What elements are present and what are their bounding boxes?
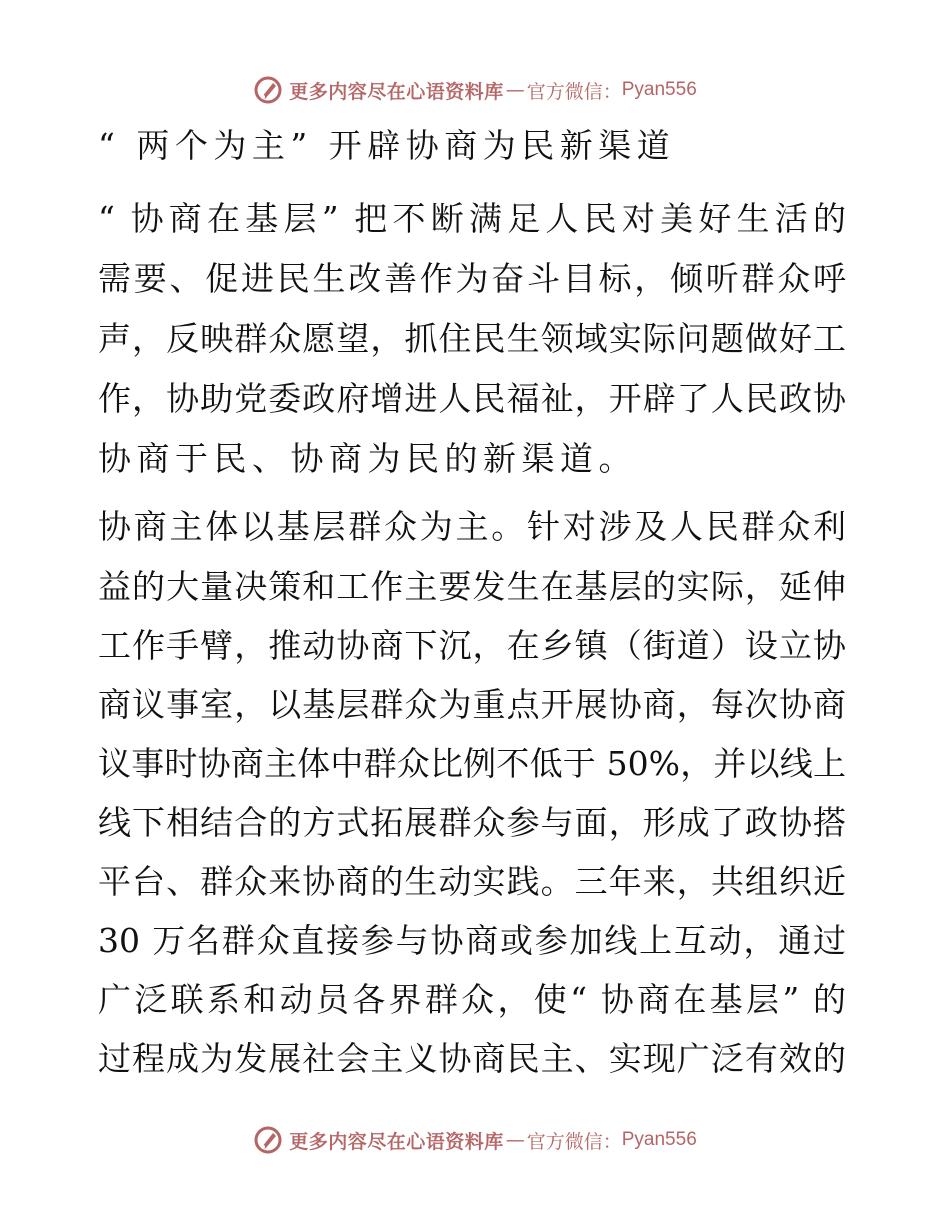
watermark-wechat-id: Pyan556 — [621, 79, 697, 100]
paragraph-line: 议事时协商主体中群众比例不低于 50%，并以线上 — [98, 744, 846, 783]
watermark-label: 官方微信： — [526, 1130, 622, 1153]
watermark-text: 更多内容尽在心语资料库 — [289, 1130, 504, 1153]
pen-logo-icon — [253, 75, 283, 105]
paragraph-line: 益的大量决策和工作主要发生在基层的实际，延伸 — [98, 567, 846, 606]
paragraph-line: 30 万名群众直接参与协商或参加线上互动，通过 — [98, 921, 846, 960]
paragraph-line: 声，反映群众愿望，抓住民生领域实际问题做好工 — [98, 319, 846, 358]
paragraph-line: 商议事室，以基层群众为重点开展协商，每次协商 — [98, 685, 846, 724]
paragraph-line: 协商于民、协商为民的新渠道。 — [98, 439, 637, 478]
watermark-wechat-id: Pyan556 — [621, 1129, 697, 1150]
paragraph-line: “ 协商在基层” 把不断满足人民对美好生活的 — [98, 199, 846, 238]
section-heading: “ 两个为主” 开辟协商为民新渠道 — [98, 126, 676, 165]
header-watermark — [0, 70, 950, 110]
paragraph-line: 工作手臂，推动协商下沉，在乡镇（街道）设立协 — [98, 626, 846, 665]
watermark-separator: — — [505, 79, 525, 101]
paragraph-line: 过程成为发展社会主义协商民主、实现广泛有效的 — [98, 1039, 846, 1078]
watermark-text: 更多内容尽在心语资料库 — [289, 80, 504, 103]
paragraph-line: 广泛联系和动员各界群众，使“ 协商在基层” 的 — [98, 980, 846, 1019]
footer-watermark — [0, 1120, 950, 1160]
watermark-label: 官方微信： — [526, 80, 622, 103]
paragraph-line: 线下相结合的方式拓展群众参与面，形成了政协搭 — [98, 803, 846, 842]
pen-logo-icon — [253, 1125, 283, 1155]
paragraph-line: 平台、群众来协商的生动实践。三年来，共组织近 — [98, 862, 846, 901]
paragraph-line: 作，协助党委政府增进人民福祉，开辟了人民政协 — [98, 379, 846, 418]
watermark-separator: — — [505, 1129, 525, 1151]
paragraph-line: 需要、促进民生改善作为奋斗目标，倾听群众呼 — [98, 259, 846, 298]
paragraph-line: 协商主体以基层群众为主。针对涉及人民群众利 — [98, 507, 846, 546]
